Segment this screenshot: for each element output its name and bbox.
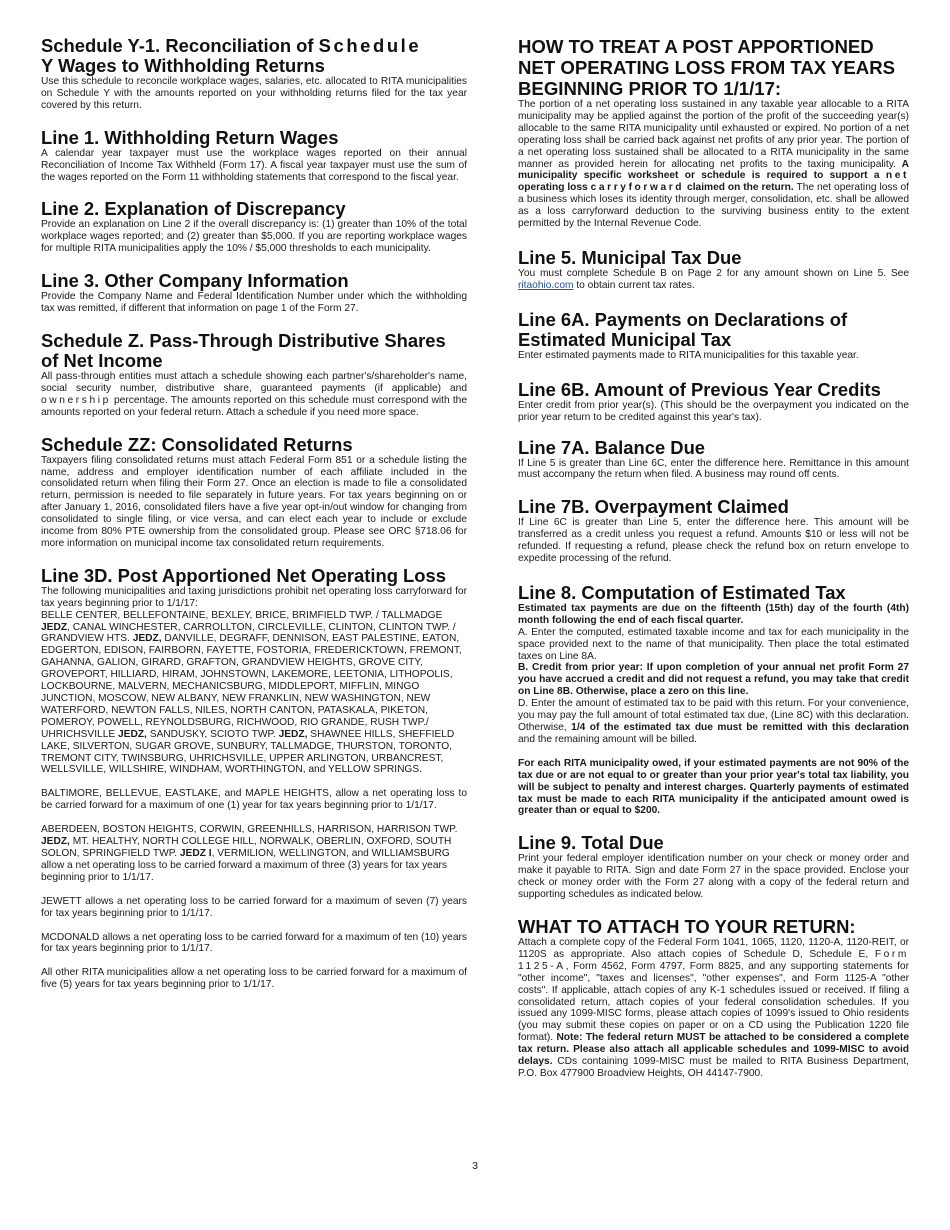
line8-section: [518, 583, 909, 817]
line2-heading: Line 2. Explanation of Discrepancy: [41, 198, 346, 220]
line3d-ten-years: MCDONALD allows a net operating loss to be carried forward for a maximum of ten (10) years for tax years beginning prior to 1/1/17.: [41, 931, 467, 955]
line3d-one-year: BALTIMORE, BELLEVUE, EASTLAKE, and MAPLE HEIGHTS, allow a net operating loss to be carried forward for a maximum of one (1) year for tax years beginning prior to 1/1/17.: [41, 788, 467, 812]
schedule-z-body: All pass-through entities must attach a schedule showing each partner's/shareholder's name, social security number, distributive share, guaranteed payments (if applicable) and ownership percentage. The amounts reported on this schedule must correspond with the amounts reported on your federal return. Attach a schedule if you need more space.: [41, 370, 467, 418]
line6b-body: Enter credit from prior year(s). (This should be the overpayment you indicated on the prior year return to be credited against this year's tax).: [518, 399, 909, 423]
schedule-y1-heading: Schedule Y-1. Reconciliation of Schedule Y Wages to Withholding Returns: [41, 35, 422, 76]
line6b-section: [518, 380, 909, 424]
line9-body: Print your federal employer identification number on your check or money order and make it payable to RITA. Sign and date Form 27 in the space provided. Enclose your check or money order with the Form 27 along with a copy of the federal return and supporting schedules as indicated below.: [518, 853, 909, 901]
line5-body: You must complete Schedule B on Page 2 for any amount shown on Line 5. See ritaohio.com to obtain current tax rates.: [518, 267, 909, 291]
line1-heading: Line 1. Withholding Return Wages: [41, 126, 339, 148]
line3d-heading: Line 3D. Post Apportioned Net Operating Loss: [41, 564, 446, 586]
line2-section: [41, 199, 467, 255]
line8-item-d: D. Enter the amount of estimated tax to be paid with this return. For your convenience, you may pay the full amount of total estimated tax due, (Line 8C) with this declaration. Otherwise, 1/4 of the estimated tax due must be remitted with this declaration and the remaining amount will be billed.: [518, 698, 909, 745]
line8-heading: Line 8. Computation of Estimated Tax: [518, 581, 846, 603]
line3d-three-years: ABERDEEN, BOSTON HEIGHTS, CORWIN, GREENHILLS, HARRISON, HARRISON TWP. JEDZ, MT. HEALTHY, NORTH COLLEGE HILL, NORWALK, OBERLIN, OXFORD, SOUTH SOLON, SPRINGFIELD TWP. JEDZ I, VERMILION, WELLINGTON, and WILLIAMSBURG allow a net operating loss to be carried forward a maximum of three (3) years for tax years beginning prior to 1/1/17.: [41, 824, 458, 883]
line9-heading: Line 9. Total Due: [518, 832, 664, 854]
line7a-heading: Line 7A. Balance Due: [518, 436, 706, 458]
page-number: 3: [472, 1160, 478, 1172]
line6a-body: Enter estimated payments made to RITA municipalities for this taxable year.: [518, 349, 859, 361]
line5-heading: Line 5. Municipal Tax Due: [518, 246, 742, 268]
schedule-y1-section: [41, 36, 467, 112]
attachments-body: Attach a complete copy of the Federal Form 1041, 1065, 1120, 1120-A, 1120-REIT, or 1120S as appropriate. Also attach copies of Schedule D, Schedule E, Form 1125-A, Form 4562, Form 4797, Form 8825, and any supporting statements for "other income", "taxes and licenses", "other expenses", and Form 1125-A "other costs". If applicable, attach copies of any K-1 schedules issued or received. If filing a consolidated return, attach copies of your federal consolidation schedules. If you issued any 1099-MISC forms, please attach copies of 1099's issued to Ohio residents (you may submit these copies on paper or on a CD using the Publication 1220 file format). Note: The federal return MUST be attached to be considered a complete tax return. Please also attach all applicable schedules and 1099-MISC to avoid delays. CDs containing 1099-MISC must be mailed to RITA Business Department, P.O. Box 477900 Broadview Heights, OH 44147-7900.: [518, 936, 909, 1079]
line3d-section: [41, 566, 467, 991]
line1-section: [41, 128, 467, 184]
left-column: [41, 36, 467, 991]
line8-item-a: A. Enter the computed, estimated taxable income and tax for each municipality in the space provided next to the name of that municipality. Then place the total estimated taxes on Line 8A.: [518, 626, 909, 662]
line6b-heading: Line 6B. Amount of Previous Year Credits: [518, 378, 881, 400]
line3d-five-years: All other RITA municipalities allow a net operating loss to be carried forward for a maximum of five (5) years for tax years beginning prior to 1/1/17.: [41, 967, 467, 991]
schedule-zz-body: Taxpayers filing consolidated returns must attach Federal Form 851 or a schedule listing the name, address and employer identification number of each affiliate included in the consolidated return when filing their Form 27. Once an election is made to file a consolidated return, permission is needed to file separately in future years. For tax years beginning on or after January 1, 2016, consolidated filers have a five year opt-in/out window for changing from consolidated to single filing, or vice versa, and can elect each year to include or exclude income from 80% PTE ownership from the consolidated group. Please see ORC §718.06 for more information on municipal income tax consolidated return requirements.: [41, 454, 467, 549]
ritaohio-link[interactable]: ritaohio.com: [518, 279, 574, 291]
line3-body: Provide the Company Name and Federal Identification Number under which the withholding tax was remitted, if different that information on page 1 of the Form 27.: [41, 291, 467, 315]
line3d-seven-years: JEWETT allows a net operating loss to be carried forward for a maximum of seven (7) years for tax years beginning prior to 1/1/17.: [41, 895, 467, 919]
line7b-section: [518, 497, 909, 565]
line3-heading: Line 3. Other Company Information: [41, 270, 349, 292]
line1-body: A calendar year taxpayer must use the workplace wages reported on their annual Reconciliation of Income Tax Withheld (Form 17). A fiscal year taxpayer must use the sum of the wages reported on the Form 11 withholding statements that correspond to the fiscal year.: [41, 147, 467, 183]
line7b-body: If Line 6C is greater than Line 5, enter the difference here. This amount will be transferred as a credit unless you request a refund. Amounts $10 or less will not be refunded. If requesting a refund, please check the refund box on return envelope to expedite processing of the refund.: [518, 517, 909, 565]
schedule-y1-body: Use this schedule to reconcile workplace wages, salaries, etc. allocated to RITA municipalities on Schedule Y with the amounts reported on your withholding returns filed for the tax year covered by this return.: [41, 76, 467, 111]
line8-warning: For each RITA municipality owed, if your estimated payments are not 90% of the tax due or are not equal to or greater than your prior year's total tax liability, you will be subject to penalty and interest charges. Quarterly payments of estimated tax must be made to each RITA municipality if the anticipated amount owed is greater than or equal to $200.: [518, 757, 909, 817]
line3-section: [41, 271, 467, 315]
line3d-intro: The following municipalities and taxing jurisdictions prohibit net operating loss carryforward for tax years beginning prior to 1/1/17:: [41, 585, 467, 609]
schedule-z-heading: Schedule Z. Pass-Through Distributive Shares of Net Income: [41, 329, 446, 371]
line8-item-b: B. Credit from prior year: If upon completion of your annual net profit Form 27 you have accrued a credit and did not request a refund, you may take that credit on Line 8B. Otherwise, place a zero on this line.: [518, 662, 909, 698]
line2-body: Provide an explanation on Line 2 if the overall discrepancy is: (1) greater than 10% of the total workplace wages reported; and (2) greater than $5,000. If you are reporting workplace wages for multiple RITA municipalities apply the 10% / $5,000 thresholds to each municipality.: [41, 219, 467, 255]
line9-section: [518, 833, 909, 901]
schedule-zz-heading: Schedule ZZ: Consolidated Returns: [41, 433, 353, 455]
line3d-municipality-list: BELLE CENTER, BELLEFONTAINE, BEXLEY, BRICE, BRIMFIELD TWP. / TALLMADGE JEDZ, CANAL WINCHESTER, CARROLLTON, CIRCLEVILLE, CLINTON, CLINTON TWP. / GRANDVIEW HTS. JEDZ, DANVILLE, DEGRAFF, DENNISON, EAST PALESTINE, EATON, EDGERTON, EDISON, FAIRBORN, FAYETTE, FOSTORIA, FREDERICKTOWN, FREMONT, GAHANNA, GALION, GIRARD, GRAFTON, GRANDVIEW HEIGHTS, GROVE CITY, GROVEPORT, HILLIARD, HIRAM, JOHNSTOWN, LAKEMORE, LEETONIA, LITHOPOLIS, LOCKBOURNE, MALVERN, MECHANICSBURG, MIDDLEPORT, MIFFLIN, MINGO JUNCTION, MOSCOW, NEW ALBANY, NEW FRANKLIN, NEW WASHINGTON, NEW WATERFORD, NEWTON FALLS, NILES, NORTH CANTON, PATASKALA, PIKETON, POMEROY, POWELL, REYNOLDSBURG, RICHWOOD, RIO GRANDE, RUSH TWP./ UHRICHSVILLE JEDZ, SANDUSKY, SCIOTO TWP. JEDZ, SHAWNEE HILLS, SHEFFIELD LAKE, SILVERTON, SUGAR GROVE, SUNBURY, TALLMADGE, THURSTON, TORONTO, TREMONT CITY, TWINSBURG, UHRICHSVILLE, UPPER ARLINGTON, URBANCREST, WELLSVILLE, WILLSHIRE, WINDHAM, WORTHINGTON, and YELLOW SPRINGS.: [41, 609, 462, 776]
attachments-heading: WHAT TO ATTACH TO YOUR RETURN:: [518, 915, 856, 937]
schedule-zz-section: [41, 435, 467, 550]
right-column: [518, 36, 909, 1080]
line6a-section: [518, 310, 909, 362]
line7b-heading: Line 7B. Overpayment Claimed: [518, 496, 789, 518]
line7a-section: [518, 438, 909, 482]
line7a-body: If Line 5 is greater than Line 6C, enter the difference here. Remittance in this amount must accompany the return when filed. A business may round off cents.: [518, 457, 909, 481]
attachments-section: [518, 917, 909, 1080]
line6a-heading: Line 6A. Payments on Declarations of Estimated Municipal Tax: [518, 308, 848, 350]
nol-treatment-heading: HOW TO TREAT A POST APPORTIONED NET OPERATING LOSS FROM TAX YEARS BEGINNING PRIOR TO 1/1/17:: [518, 36, 896, 99]
line8-due-date: Estimated tax payments are due on the fifteenth (15th) day of the fourth (4th) month following the end of each fiscal quarter.: [518, 602, 909, 626]
nol-treatment-section: [518, 36, 909, 230]
nol-treatment-body: The portion of a net operating loss sustained in any taxable year allocable to a RITA municipality may be applied against the portion of the profit of the succeeding year(s) allocable to the same RITA municipality until exhausted or expired. No portion of a net operating loss shall be carried back against net profits of any prior year. The portion of a net operating loss sustained shall be allocated to a RITA municipality in the same manner as provided herein for allocating net profits to the taxing municipality. A municipality specific worksheet or schedule is required to support a net operating loss carryforward claimed on the return. The net operating loss of a business which loses its identity through merger, consolidation, etc. shall be allowed as a loss carryforward deduction to the surviving business entity to the extent permitted by the Internal Revenue Code.: [518, 99, 909, 230]
schedule-z-section: [41, 331, 467, 419]
line5-section: [518, 248, 909, 292]
